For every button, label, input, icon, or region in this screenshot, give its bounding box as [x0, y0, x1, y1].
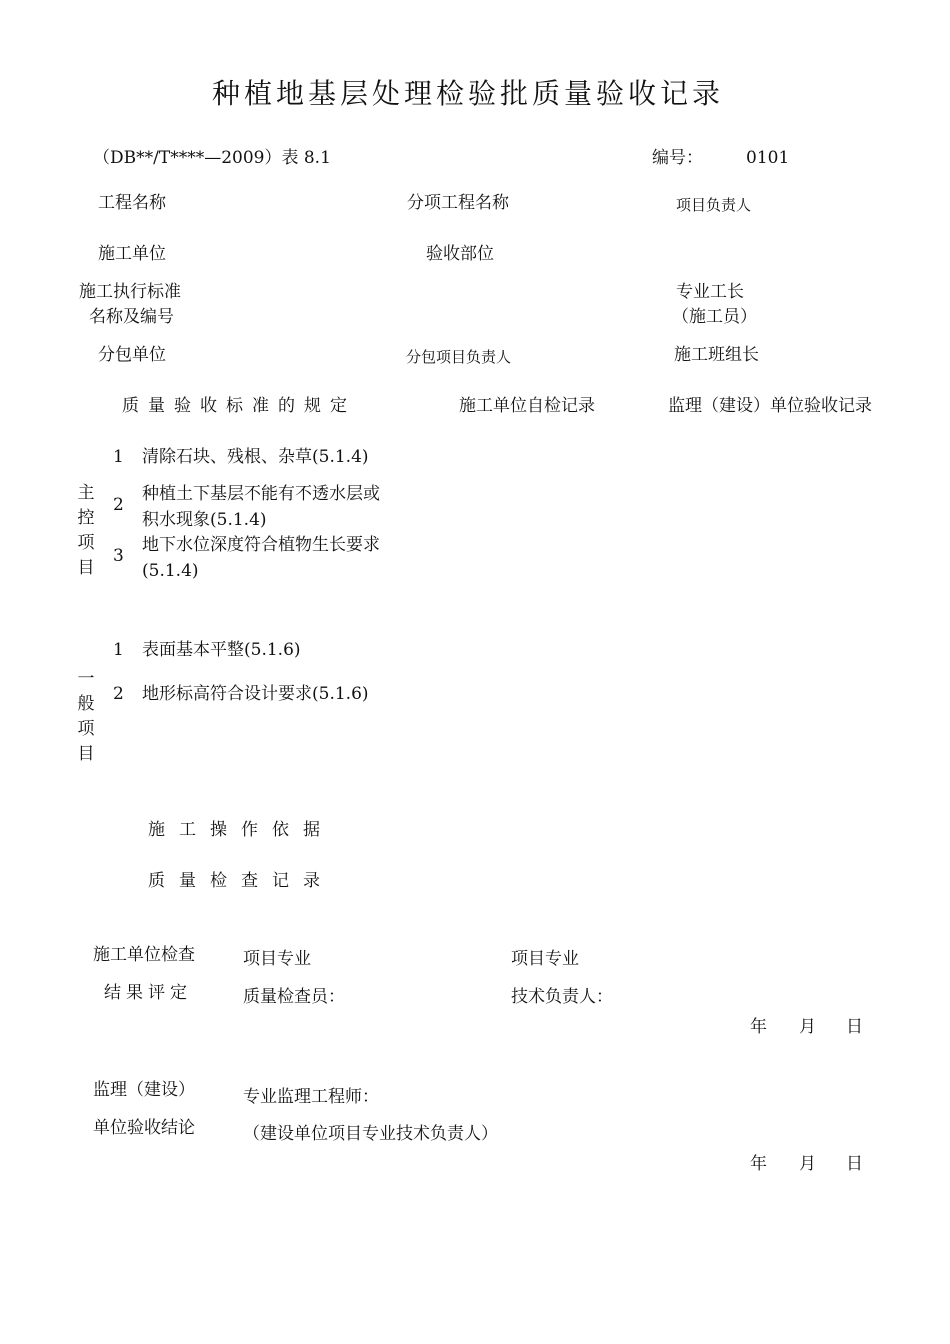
- supervisor-record-header: 监理（建设）单位验收记录: [668, 396, 872, 416]
- quality-inspector-label-line1: 项目专业: [243, 949, 311, 969]
- exec-standard-label-line1: 施工执行标准: [79, 282, 181, 302]
- date-month-label: 月: [799, 1017, 816, 1037]
- project-name-label: 工程名称: [98, 193, 166, 213]
- team-leader-label: 施工班组长: [674, 345, 759, 365]
- date-day-label: 日: [846, 1154, 863, 1174]
- exec-standard-label-line2: 名称及编号: [89, 307, 174, 327]
- date-day-label: 日: [846, 1017, 863, 1037]
- date-year-label: 年: [750, 1154, 767, 1174]
- standard-reference: （DB**/T****—2009）表 8.1: [93, 148, 331, 168]
- project-manager-label: 项目负责人: [676, 196, 752, 214]
- subcontractor-label: 分包单位: [98, 345, 166, 365]
- page-title: 种植地基层处理检验批质量验收记录: [212, 77, 725, 110]
- self-check-header: 施工单位自检记录: [459, 396, 595, 416]
- sub-project-name-label: 分项工程名称: [407, 193, 509, 213]
- tech-lead-label-line2: 技术负责人：: [511, 987, 613, 1007]
- general-item-number: 2: [113, 684, 124, 704]
- general-item-number: 1: [113, 640, 124, 660]
- number-value: 0101: [746, 148, 790, 168]
- construction-unit-label: 施工单位: [98, 244, 166, 264]
- main-item-text-cont: (5.1.4): [142, 561, 199, 581]
- acceptance-part-label: 验收部位: [426, 244, 494, 264]
- date-year-label: 年: [750, 1017, 767, 1037]
- quality-record-label: 质量检查记录: [148, 871, 334, 891]
- operation-basis-label: 施工操作依据: [148, 820, 334, 840]
- main-item-number: 3: [113, 546, 124, 566]
- number-label: 编号：: [652, 148, 703, 168]
- supervisor-result-label-line1: 监理（建设）: [93, 1080, 195, 1100]
- foreman-label-line2: （施工员）: [672, 307, 757, 327]
- general-item-text: 地形标高符合设计要求(5.1.6): [142, 684, 369, 704]
- general-items-label: 一般项目: [77, 669, 95, 764]
- owner-representative-label: （建设单位项目专业技术负责人）: [243, 1124, 498, 1144]
- sub-project-manager-label: 分包项目负责人: [406, 348, 512, 366]
- general-item-text: 表面基本平整(5.1.6): [142, 640, 301, 660]
- construction-result-label-line1: 施工单位检查: [93, 945, 195, 965]
- main-items-label: 主控项目: [77, 483, 95, 578]
- construction-result-label-line2: 结果评定: [104, 983, 192, 1003]
- foreman-label-line1: 专业工长: [676, 282, 744, 302]
- main-item-text: 地下水位深度符合植物生长要求: [142, 535, 380, 555]
- main-item-text-cont: 积水现象(5.1.4): [142, 510, 267, 530]
- tech-lead-label-line1: 项目专业: [511, 949, 579, 969]
- main-item-number: 1: [113, 447, 124, 467]
- main-item-text: 种植土下基层不能有不透水层或: [142, 484, 380, 504]
- main-item-number: 2: [113, 495, 124, 515]
- supervisor-result-label-line2: 单位验收结论: [93, 1118, 195, 1138]
- quality-standard-header: 质量验收标准的规定: [122, 396, 356, 416]
- quality-inspector-label-line2: 质量检查员：: [243, 987, 345, 1007]
- main-item-text: 清除石块、残根、杂草(5.1.4): [142, 447, 369, 467]
- date-month-label: 月: [799, 1154, 816, 1174]
- supervising-engineer-label: 专业监理工程师：: [243, 1087, 379, 1107]
